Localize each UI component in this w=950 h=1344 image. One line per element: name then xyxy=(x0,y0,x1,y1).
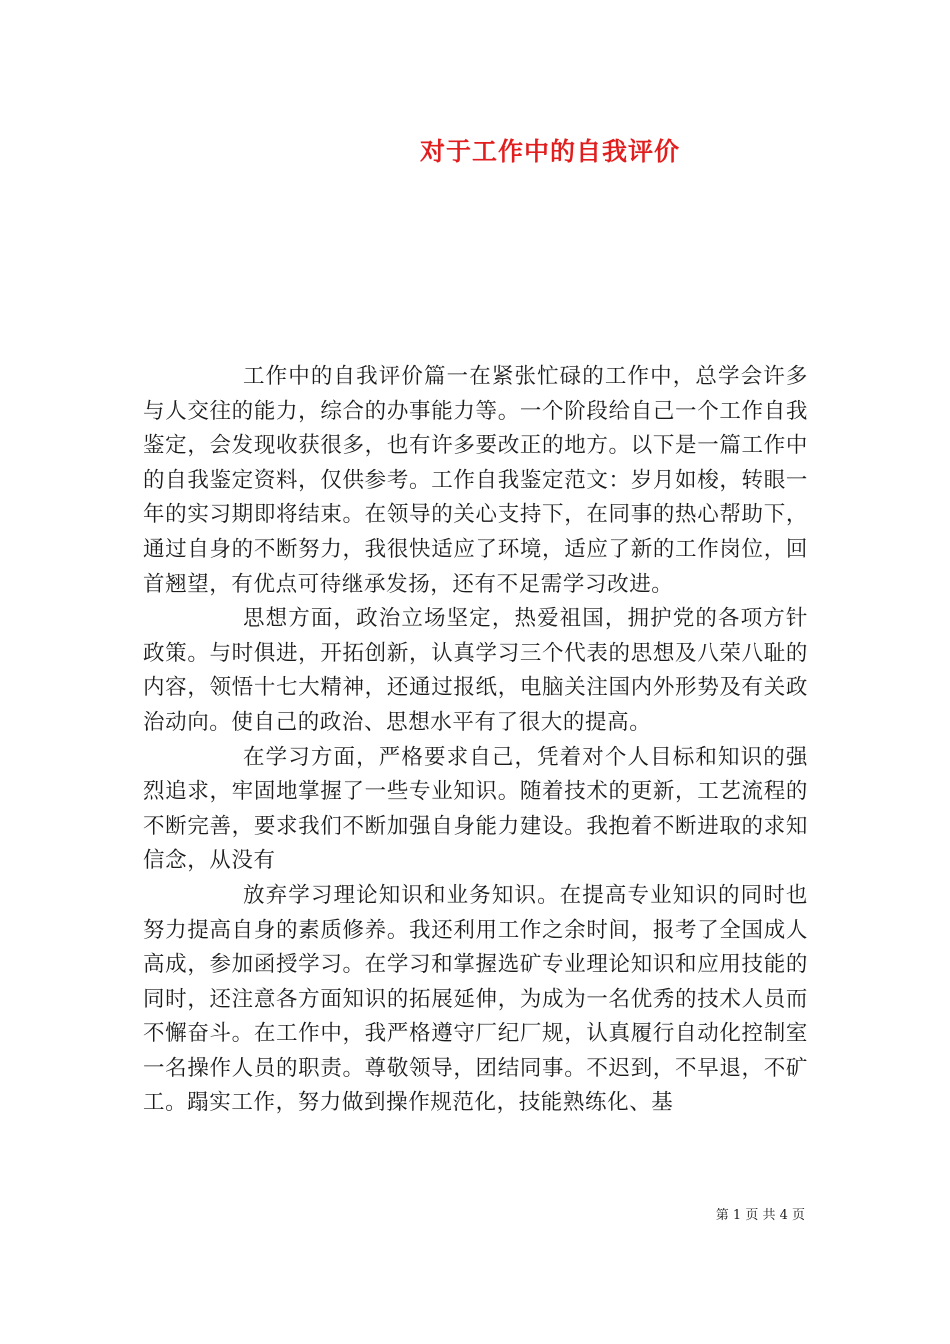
paragraph-4: 放弃学习理论知识和业务知识。在提高专业知识的同时也努力提高自身的素质修养。我还利用工作之余时间，报考了全国成人高成，参加函授学习。在学习和掌握选矿专业理论知识和应用技能的同时，还注意各方面知识的拓展延伸，为成为一名优秀的技术人员而不懈奋斗。在工作中，我严格遵守厂纪厂规，认真履行自动化控制室一名操作人员的职责。尊敬领导，团结同事。不迟到，不早退，不矿工。蹋实工作，努力做到操作规范化，技能熟练化、基 xyxy=(143,882,808,1116)
paragraph-1: 工作中的自我评价篇一在紧张忙碌的工作中，总学会许多与人交往的能力，综合的办事能力等。一个阶段给自己一个工作自我鉴定，会发现收获很多，也有许多要改正的地方。以下是一篇工作中的自我鉴定资料，仅供参考。工作自我鉴定范文：岁月如梭，转眼一年的实习期即将结束。在领导的关心支持下，在同事的热心帮助下，通过自身的不断努力，我很快适应了环境，适应了新的工作岗位，回首翘望，有优点可待继承发扬，还有不足需学习改进。 xyxy=(143,364,808,597)
document-body xyxy=(143,360,808,1121)
page-number-footer: 第 1 页 共 4 页 xyxy=(715,1208,805,1223)
paragraph-3: 在学习方面，严格要求自己，凭着对个人目标和知识的强烈追求，牢固地掌握了一些专业知识。随着技术的更新，工艺流程的不断完善，要求我们不断加强自身能力建设。我抱着不断进取的求知信念，从没有 xyxy=(143,744,808,874)
paragraph-2: 思想方面，政治立场坚定，热爱祖国，拥护党的各项方针政策。与时俱进，开拓创新，认真学习三个代表的思想及八荣八耻的内容，领悟十七大精神，还通过报纸，电脑关注国内外形势及有关政治动向。使自己的政治、思想水平有了很大的提高。 xyxy=(143,606,808,735)
document-title: 对于工作中的自我评价 xyxy=(419,137,680,166)
